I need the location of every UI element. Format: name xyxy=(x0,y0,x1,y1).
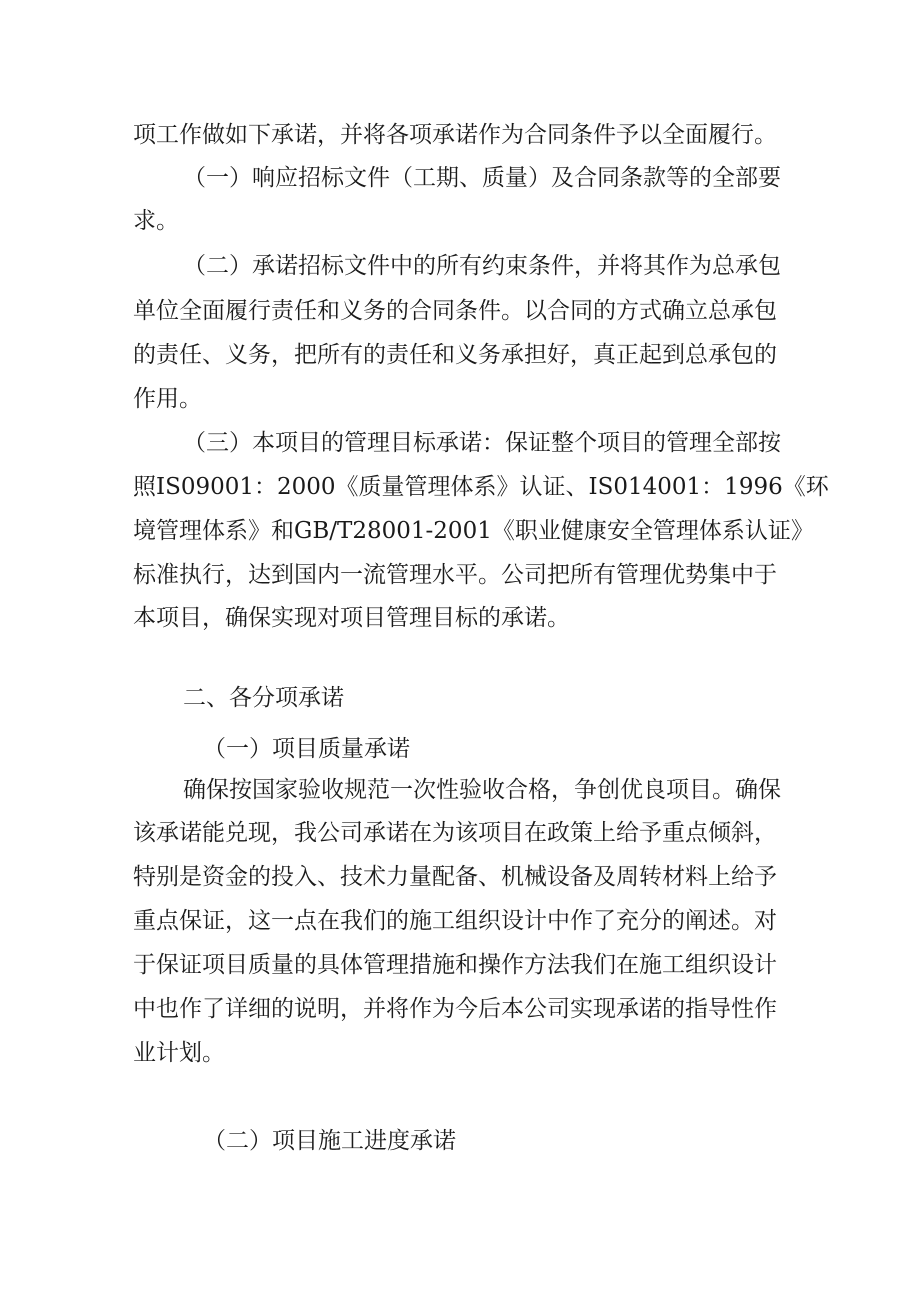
body-text-line: 重点保证，这一点在我们的施工组织设计中作了充分的阐述。对 xyxy=(133,908,777,934)
body-text-line: 特别是资金的投入、技术力量配备、机械设备及周转材料上给予 xyxy=(133,864,777,890)
body-text-line: 的责任、义务，把所有的责任和义务承担好，真正起到总承包的 xyxy=(133,342,777,368)
body-text-line: 作用。 xyxy=(133,386,202,412)
body-text-line: 求。 xyxy=(133,208,179,234)
body-text-line: 本项目，确保实现对项目管理目标的承诺。 xyxy=(133,605,570,631)
body-text-line: 照IS09001：2000《质量管理体系》认证、IS014001：1996《环 xyxy=(133,474,829,500)
subsection-heading-quality: （一）项目质量承诺 xyxy=(203,736,410,762)
body-text-line: 业计划。 xyxy=(133,1040,225,1066)
subsection-heading-schedule: （二）项目施工进度承诺 xyxy=(203,1128,456,1154)
body-text-line: 于保证项目质量的具体管理措施和操作方法我们在施工组织设计 xyxy=(133,952,777,978)
body-text-line: 该承诺能兑现，我公司承诺在为该项目在政策上给予重点倾斜， xyxy=(133,820,777,846)
section-heading: 二、各分项承诺 xyxy=(183,685,344,711)
body-text-line: 单位全面履行责任和义务的合同条件。以合同的方式确立总承包 xyxy=(133,298,777,324)
commitment-item-1: （一）响应招标文件（工期、质量）及合同条款等的全部要 xyxy=(183,165,781,191)
body-text-line: 项工作做如下承诺，并将各项承诺作为合同条件予以全面履行。 xyxy=(133,122,777,148)
body-text-line: 中也作了详细的说明，并将作为今后本公司实现承诺的指导性作 xyxy=(133,996,777,1022)
commitment-item-2: （二）承诺招标文件中的所有约束条件，并将其作为总承包 xyxy=(183,253,781,279)
body-text-line: 确保按国家验收规范一次性验收合格，争创优良项目。确保 xyxy=(183,777,781,803)
commitment-item-3: （三）本项目的管理目标承诺：保证整个项目的管理全部按 xyxy=(183,430,781,456)
body-text-line: 境管理体系》和GB/T28001-2001《职业健康安全管理体系认证》 xyxy=(133,518,814,544)
body-text-line: 标准执行，达到国内一流管理水平。公司把所有管理优势集中于 xyxy=(133,562,777,588)
